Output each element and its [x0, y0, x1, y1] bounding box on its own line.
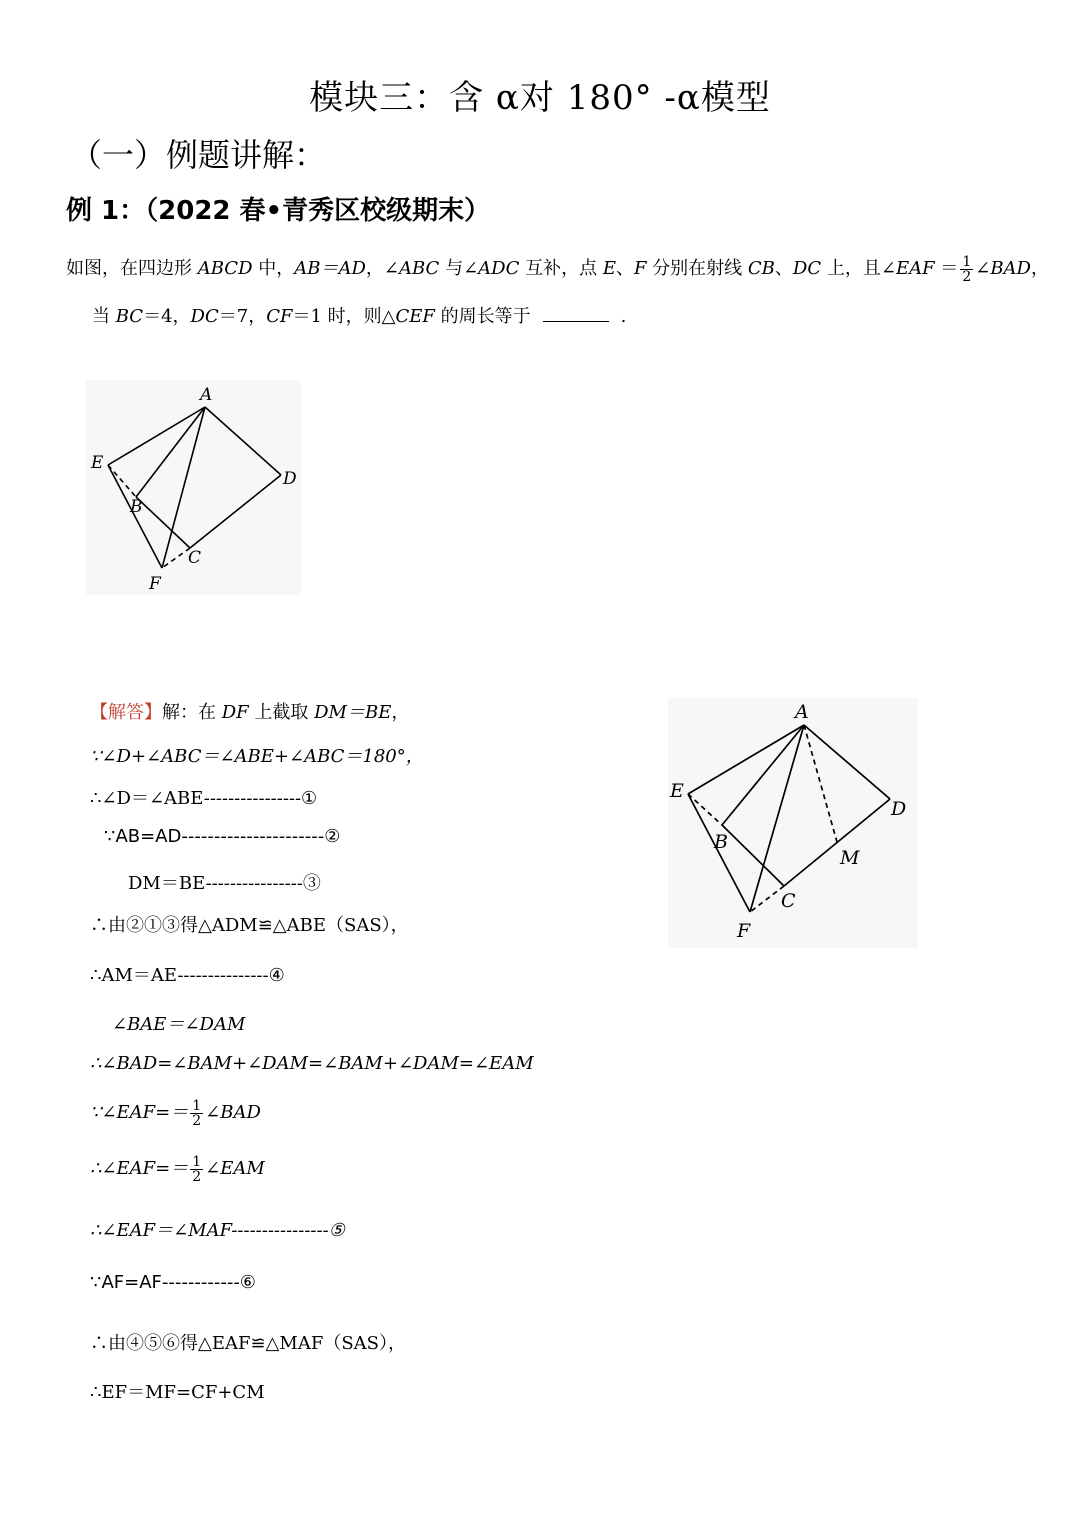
label2-F: F [737, 920, 751, 942]
label-D: D [283, 469, 297, 489]
section-heading: （一）例题讲解： [70, 136, 327, 174]
label-F: F [149, 574, 161, 594]
fraction-half: $\frac{1}{2}$ [962, 253, 972, 285]
solution-step-11: ∴∠EAF＝∠MAF----------------⑤ [90, 1220, 345, 1241]
solution-step-4: DM＝BE----------------③ [128, 873, 321, 894]
label2-C: C [781, 890, 796, 912]
solution-step-10: ∴∠EAF=＝ $\frac{1}{2}$ ∠EAM [90, 1153, 265, 1185]
page-title: 模块三：含 α对 180° -α模型 [309, 78, 771, 118]
solution-step-2: ∴∠D＝∠ABE----------------① [90, 788, 318, 809]
solution-step-13: ∴由④⑤⑥得△EAF≌△MAF（SAS）， [90, 1333, 406, 1354]
label-B: B [130, 497, 143, 517]
fraction-half-2: $\frac{1}{2}$ [192, 1097, 202, 1129]
label2-M: M [840, 847, 860, 869]
solution-step-12: ∵AF=AF------------⑥ [90, 1272, 256, 1293]
solution-step-3: ∵AB=AD----------------------② [104, 826, 341, 847]
fraction-half-3: $\frac{1}{2}$ [192, 1153, 202, 1185]
problem-line-1: 如图，在四边形 ABCD 中，AB＝AD，∠ABC 与∠ADC 互补，点 E、F 分别在射线 CB、DC 上，且∠EAF ＝ $\frac{1}{2}$ ∠BAD， [66, 253, 1049, 285]
figure-1-diagram [86, 380, 301, 595]
label2-D: D [891, 798, 907, 820]
solution-step-8: ∴∠BAD=∠BAM+∠DAM=∠BAM+∠DAM=∠EAM [90, 1053, 534, 1074]
example-label: 例 1：（2022 春•青秀区校级期末） [66, 196, 491, 226]
solution-intro: 【解答】解：在 DF 上截取 DM＝BE， [90, 702, 410, 723]
figure-2-diagram [668, 698, 918, 948]
solution-step-5: ∴由②①③得△ADM≌△ABE（SAS）， [90, 915, 409, 936]
problem-line-2: 当 BC＝4，DC＝7，CF＝1 时，则△CEF 的周长等于 . [92, 306, 627, 327]
solution-step-6: ∴AM＝AE---------------④ [90, 965, 285, 986]
answer-blank [543, 305, 609, 322]
label2-E: E [670, 780, 684, 802]
label-C: C [188, 548, 202, 568]
label-E: E [91, 453, 104, 473]
solution-step-7: ∠BAE＝∠DAM [112, 1014, 246, 1035]
solution-step-9: ∵∠EAF=＝ $\frac{1}{2}$ ∠BAD [90, 1097, 261, 1129]
solution-tag: 【解答】 [90, 702, 162, 723]
solution-step-14: ∴EF＝MF=CF+CM [90, 1382, 265, 1403]
label2-A: A [795, 701, 809, 723]
label2-B: B [714, 831, 728, 853]
solution-step-1: ∵∠D+∠ABC＝∠ABE+∠ABC＝180°， [90, 746, 424, 767]
label-A: A [200, 385, 213, 405]
